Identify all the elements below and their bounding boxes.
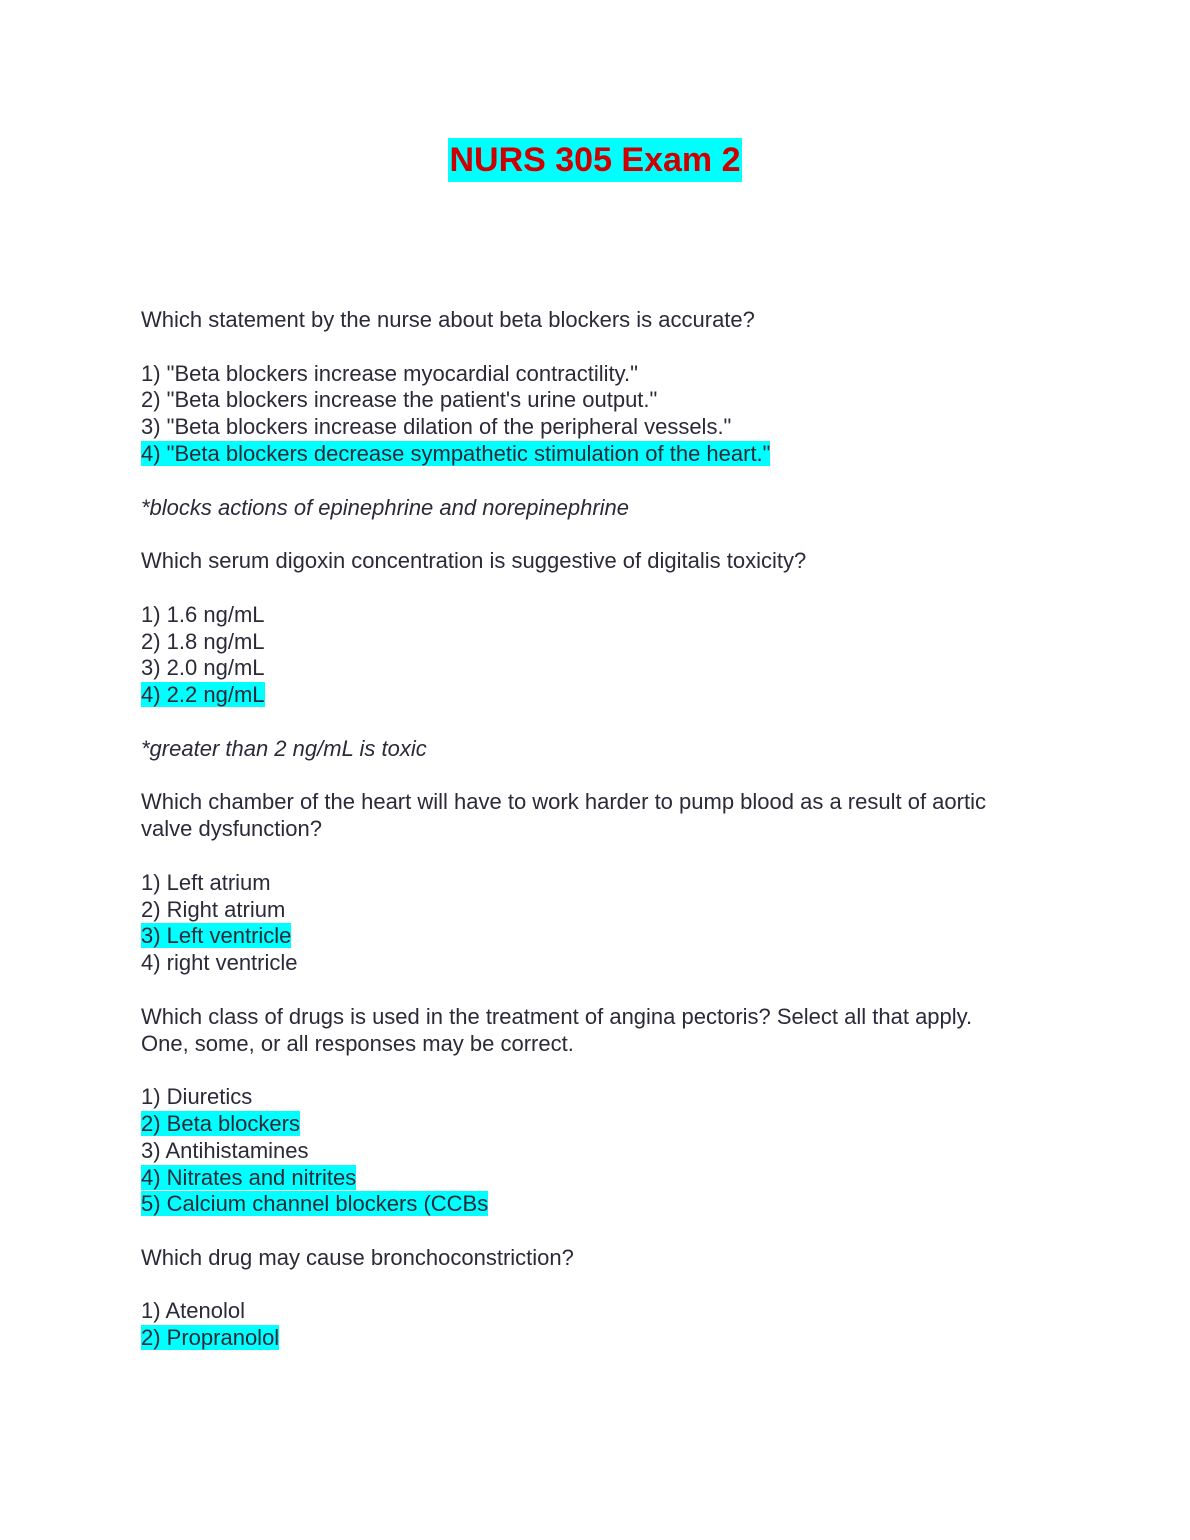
question-block (141, 548, 1061, 789)
correct-answer-highlight: 4) Nitrates and nitrites (141, 1164, 357, 1190)
answer-text: 1) Diuretics (141, 1084, 253, 1110)
spacer (141, 1218, 1061, 1245)
rationale-note: *blocks actions of epinephrine and norepinephrine (141, 494, 630, 520)
answer-text: 3) "Beta blockers increase dilation of the peripheral vessels." (141, 414, 732, 440)
answer-option (141, 923, 1061, 950)
answer-option (141, 1165, 1061, 1192)
answer-text: 2) Right atrium (141, 896, 286, 922)
correct-answer-highlight: 4) "Beta blockers decrease sympathetic stimulation of the heart." (141, 440, 771, 466)
correct-answer-highlight: 2) Beta blockers (141, 1110, 300, 1136)
document-title: NURS 305 Exam 2 (448, 138, 741, 182)
answer-text: 4) right ventricle (141, 950, 298, 976)
answer-option (141, 1111, 1061, 1138)
correct-answer-highlight: 3) Left ventricle (141, 923, 292, 949)
answer-option (141, 387, 1061, 414)
answer-option (141, 1325, 1061, 1352)
spacer (141, 763, 1061, 790)
exam-content (141, 307, 1061, 1379)
question-block (141, 789, 1061, 1003)
answer-option (141, 1298, 1061, 1325)
correct-answer-highlight: 4) 2.2 ng/mL (141, 682, 265, 708)
answer-option (141, 950, 1061, 977)
answer-text: 1) 1.6 ng/mL (141, 601, 265, 627)
question-block (141, 1245, 1061, 1379)
answer-text: 1) Atenolol (141, 1298, 245, 1324)
answer-option (141, 1138, 1061, 1165)
question-text: Which class of drugs is used in the treatment of angina pectoris? Select all that apply. (141, 1003, 973, 1029)
rationale-note: *greater than 2 ng/mL is toxic (141, 735, 427, 761)
spacer (141, 1272, 1061, 1299)
answer-text: 2) 1.8 ng/mL (141, 628, 265, 654)
question-text: Which chamber of the heart will have to work harder to pump blood as a result of aortic (141, 789, 986, 815)
answer-text: 1) "Beta blockers increase myocardial contractility." (141, 360, 638, 386)
answer-option (141, 682, 1061, 709)
answer-text: 3) 2.0 ng/mL (141, 655, 265, 681)
answer-option (141, 361, 1061, 388)
spacer (141, 1352, 1061, 1379)
answer-option (141, 655, 1061, 682)
question-block (141, 307, 1061, 548)
question-text: valve dysfunction? (141, 816, 322, 842)
spacer (141, 468, 1061, 495)
answer-option (141, 1084, 1061, 1111)
question-text: Which statement by the nurse about beta blockers is accurate? (141, 307, 755, 332)
spacer (141, 334, 1061, 361)
spacer (141, 1057, 1061, 1084)
answer-option (141, 897, 1061, 924)
answer-text: 2) "Beta blockers increase the patient's urine output." (141, 387, 658, 413)
question-text: Which serum digoxin concentration is suggestive of digitalis toxicity? (141, 548, 807, 574)
spacer (141, 521, 1061, 548)
question-text: One, some, or all responses may be correct. (141, 1030, 574, 1056)
spacer (141, 709, 1061, 736)
correct-answer-highlight: 2) Propranolol (141, 1325, 280, 1351)
answer-option (141, 602, 1061, 629)
answer-option (141, 1191, 1061, 1218)
answer-option (141, 629, 1061, 656)
spacer (141, 843, 1061, 870)
correct-answer-highlight: 5) Calcium channel blockers (CCBs (141, 1191, 489, 1217)
answer-option (141, 414, 1061, 441)
question-block (141, 1004, 1061, 1245)
document-title-container (0, 138, 1190, 182)
answer-option (141, 441, 1061, 468)
answer-option (141, 870, 1061, 897)
answer-text: 1) Left atrium (141, 869, 271, 895)
question-text: Which drug may cause bronchoconstriction? (141, 1244, 574, 1270)
answer-text: 3) Antihistamines (141, 1137, 309, 1163)
spacer (141, 977, 1061, 1004)
spacer (141, 575, 1061, 602)
